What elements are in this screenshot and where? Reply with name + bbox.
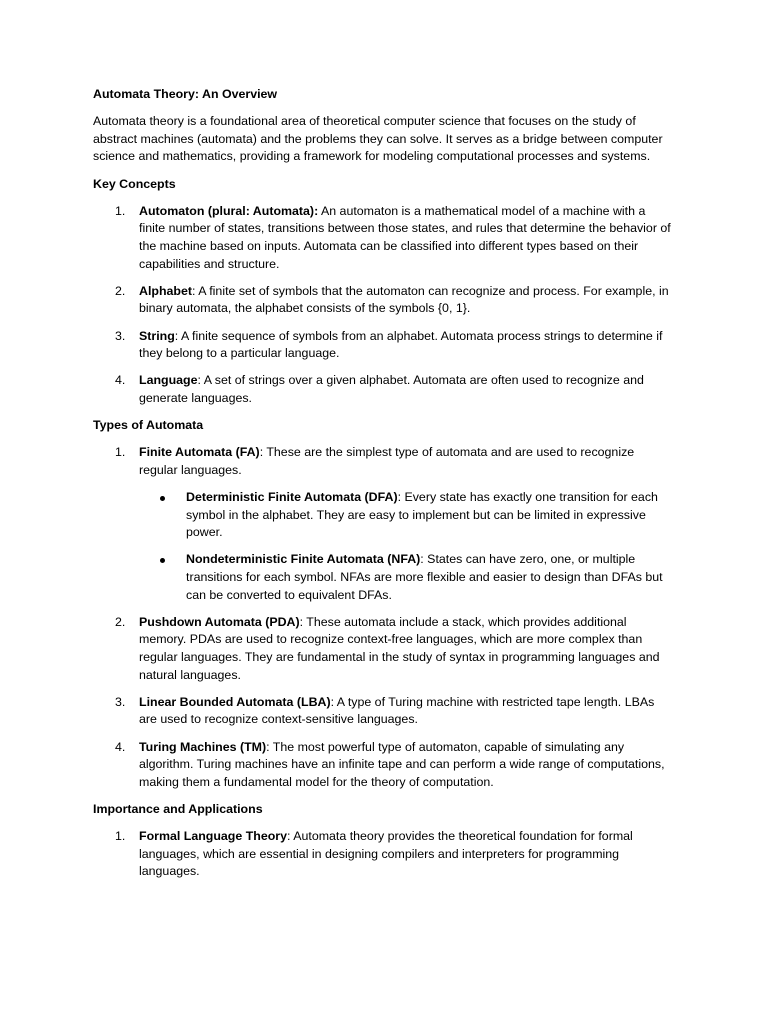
list-number: 4. — [115, 373, 126, 388]
list-item — [93, 614, 673, 684]
list-item — [93, 739, 673, 792]
bullet-item — [139, 551, 673, 604]
list-item — [93, 328, 673, 363]
key-concepts-heading: Key Concepts — [93, 176, 176, 191]
bullet-item — [139, 489, 673, 542]
importance-list — [93, 828, 673, 881]
document-page — [93, 86, 673, 890]
bullet-item-term: Deterministic Finite Automata (DFA) — [186, 490, 398, 505]
list-number: 3. — [115, 694, 126, 709]
bullet-icon — [160, 496, 165, 501]
bullet-item-text: : States can have zero, one, or multiple transitions for each symbol. NFAs are more flexible and easier to design than DFAs but can be converted to equivalent DFAs. — [186, 552, 663, 602]
list-number: 1. — [115, 829, 126, 844]
list-number: 1. — [115, 445, 126, 460]
list-item-term: Language — [139, 373, 198, 388]
list-item-term: Alphabet — [139, 283, 193, 298]
list-item-text: : A type of Turing machine with restricted tape length. LBAs are used to recognize context-sensitive languages. — [139, 694, 655, 727]
key-concepts-list — [93, 203, 673, 408]
types-list — [93, 444, 673, 791]
list-item — [93, 694, 673, 729]
list-item — [93, 203, 673, 273]
list-item — [93, 372, 673, 407]
list-item-text: : These are the simplest type of automata and are used to recognize regular languages. — [139, 445, 635, 477]
intro-paragraph: Automata theory is a foundational area of theoretical computer science that focuses on the study of abstract machines (automata) and the problems they can solve. It serves as a bridge between computer science and mathematics, providing a framework for modeling computational processes and systems. — [93, 114, 663, 164]
list-number: 4. — [115, 739, 126, 754]
list-item — [93, 444, 673, 604]
types-heading: Types of Automata — [93, 418, 204, 433]
list-item-text: : A set of strings over a given alphabet. Automata are often used to recognize and generate languages. — [139, 373, 644, 405]
list-number: 2. — [115, 283, 126, 298]
importance-heading: Importance and Applications — [93, 801, 263, 816]
list-item-text: : Automata theory provides the theoretical foundation for formal languages, which are essential in designing compilers and interpreters for programming languages. — [139, 829, 633, 879]
bullet-item-text: : Every state has exactly one transition for each symbol in the alphabet. They are easy to implement but can be limited in expressive power. — [186, 490, 658, 540]
bullet-icon — [160, 558, 165, 563]
list-item-text: : These automata include a stack, which provides additional memory. PDAs are used to recognize context-free languages, which are more complex than regular languages. They are fundamental in the study of syntax in programming languages and natural languages. — [139, 614, 660, 682]
list-item-term: String — [139, 328, 175, 343]
list-item-text: An automaton is a mathematical model of a machine with a finite number of states, transitions between those states, and rules that determine the behavior of the machine based on inputs. Automata can be classified into different types based on their capabilities and structure. — [139, 203, 671, 271]
list-item-text: : A finite sequence of symbols from an alphabet. Automata process strings to determine if they belong to a particular language. — [139, 328, 663, 361]
list-item-text: : A finite set of symbols that the automaton can recognize and process. For example, in binary automata, the alphabet consists of the symbols {0, 1}. — [139, 283, 669, 316]
list-number: 2. — [115, 614, 126, 629]
list-item — [93, 283, 673, 318]
document-title: Automata Theory: An Overview — [93, 87, 278, 101]
list-item-term: Pushdown Automata (PDA) — [139, 614, 300, 629]
list-item-term: Finite Automata (FA) — [139, 445, 260, 460]
list-number: 1. — [115, 203, 126, 218]
list-item-term: Turing Machines (TM) — [139, 739, 267, 754]
fa-subtypes-list — [139, 489, 673, 604]
list-item-term: Linear Bounded Automata (LBA) — [139, 694, 331, 709]
list-item — [93, 828, 673, 881]
list-item-term: Formal Language Theory — [139, 829, 288, 844]
list-number: 3. — [115, 328, 126, 343]
list-item-term: Automaton (plural: Automata) — [139, 203, 315, 218]
list-item-term-colon: : — [314, 203, 319, 218]
bullet-item-term: Nondeterministic Finite Automata (NFA) — [186, 552, 421, 567]
list-item-text: : The most powerful type of automaton, capable of simulating any algorithm. Turing machines have an infinite tape and can perform a wide range of computations, making them a fundamental model for the theory of computation. — [139, 739, 665, 789]
